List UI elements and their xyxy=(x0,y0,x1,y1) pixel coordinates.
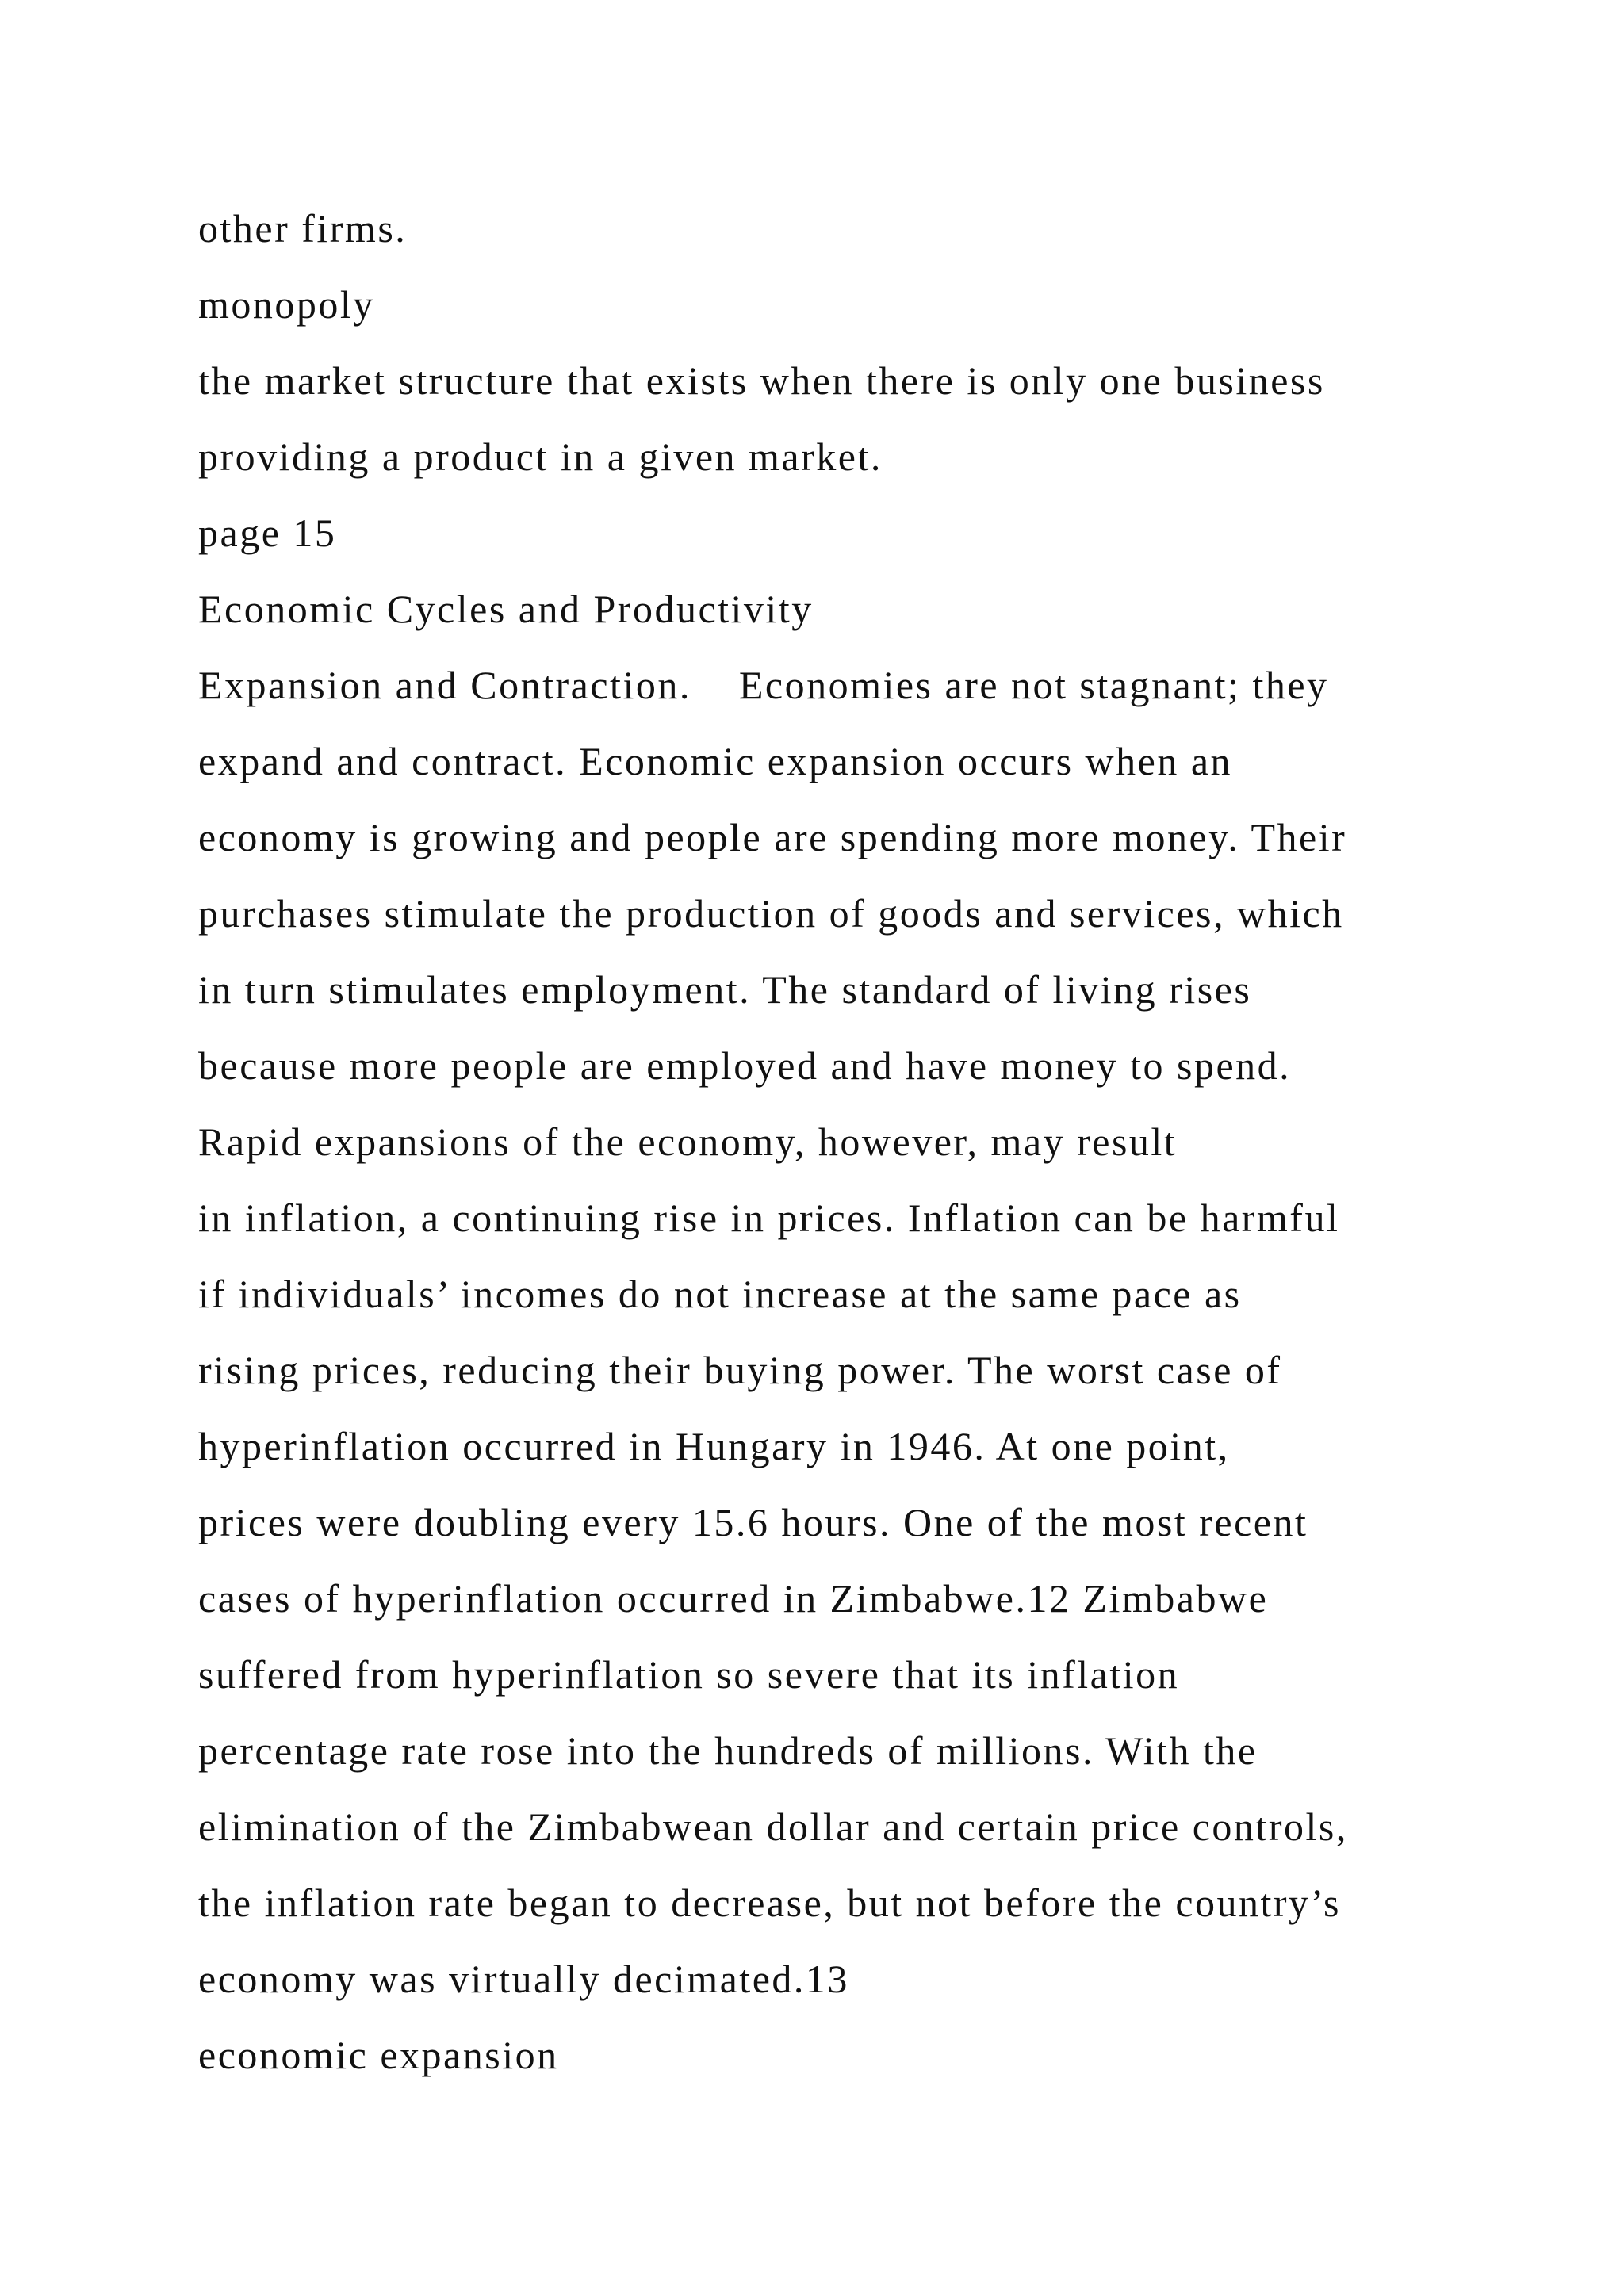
paragraph-line: suffered from hyperinflation so severe that its inflation xyxy=(198,1652,1180,1697)
paragraph-line: prices were doubling every 15.6 hours. One of the most recent xyxy=(198,1500,1308,1544)
paragraph-line: in turn stimulates employment. The standard of living rises xyxy=(198,967,1252,1012)
document-body xyxy=(198,190,1610,2093)
paragraph-line: elimination of the Zimbabwean dollar and certain price controls, xyxy=(198,1804,1348,1849)
paragraph-line: hyperinflation occurred in Hungary in 1946. At one point, xyxy=(198,1424,1230,1468)
section-heading: Economic Cycles and Productivity xyxy=(198,587,814,631)
paragraph-line: Rapid expansions of the economy, however, may result xyxy=(198,1119,1178,1164)
glossary-definition: the market structure that exists when there is only one business xyxy=(198,358,1325,403)
paragraph-line: economy is growing and people are spending more money. Their xyxy=(198,815,1347,859)
page-number: page 15 xyxy=(198,511,337,555)
paragraph-line: expand and contract. Economic expansion occurs when an xyxy=(198,739,1233,783)
paragraph-line: economy was virtually decimated.13 xyxy=(198,1957,849,2001)
paragraph-line: percentage rate rose into the hundreds of millions. With the xyxy=(198,1728,1258,1773)
paragraph-line: in inflation, a continuing rise in prices. Inflation can be harmful xyxy=(198,1196,1340,1240)
text-line: other firms. xyxy=(198,206,408,251)
glossary-term: monopoly xyxy=(198,282,375,327)
paragraph-line: if individuals’ incomes do not increase at the same pace as xyxy=(198,1272,1242,1316)
paragraph-line: Expansion and Contraction. Economies are not stagnant; they xyxy=(198,663,1329,707)
paragraph-line: the inflation rate began to decrease, but not before the country’s xyxy=(198,1881,1341,1925)
glossary-term: economic expansion xyxy=(198,2033,559,2077)
paragraph-line: because more people are employed and have money to spend. xyxy=(198,1043,1292,1088)
glossary-definition: providing a product in a given market. xyxy=(198,434,883,479)
paragraph-line: cases of hyperinflation occurred in Zimbabwe.12 Zimbabwe xyxy=(198,1576,1269,1621)
paragraph-line: rising prices, reducing their buying power. The worst case of xyxy=(198,1348,1282,1392)
paragraph-line: purchases stimulate the production of goods and services, which xyxy=(198,891,1344,936)
